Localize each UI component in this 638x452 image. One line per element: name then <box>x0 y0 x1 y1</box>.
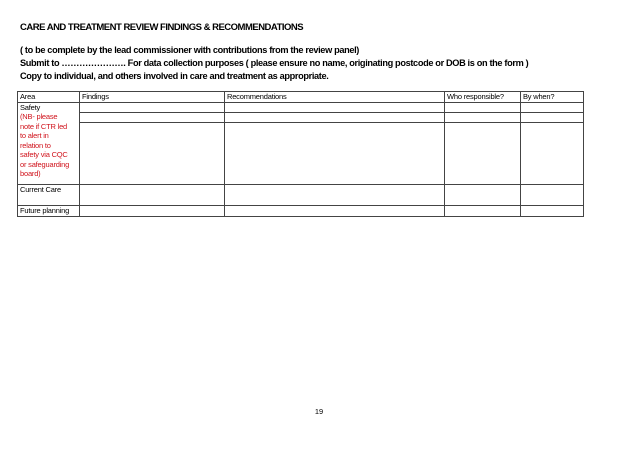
intro-line-1: ( to be complete by the lead commissioner with contributions from the review panel) <box>20 45 360 55</box>
by-when-cell[interactable] <box>521 205 584 216</box>
recommendations-cell[interactable] <box>225 112 445 122</box>
who-responsible-cell[interactable] <box>445 205 521 216</box>
intro-line-2: Submit to …………………. For data collection purposes ( please ensure no name, originating postcode or DOB is on the form ) <box>20 58 529 68</box>
table-row-safety <box>18 102 584 112</box>
recommendations-cell[interactable] <box>225 184 445 205</box>
recommendations-cell[interactable] <box>225 205 445 216</box>
safety-note <box>20 112 77 179</box>
table-header-row <box>18 92 584 103</box>
by-when-cell[interactable] <box>521 184 584 205</box>
findings-cell[interactable] <box>80 184 225 205</box>
findings-cell[interactable] <box>80 102 225 112</box>
header-findings: Findings <box>80 92 225 103</box>
safety-note-line: to alert in <box>20 131 49 140</box>
findings-cell[interactable] <box>80 205 225 216</box>
safety-note-line: safety via CQC <box>20 150 68 159</box>
review-table <box>17 91 584 217</box>
page-heading: CARE AND TREATMENT REVIEW FINDINGS & RECOMMENDATIONS <box>20 22 304 33</box>
header-by-when: By when? <box>521 92 584 103</box>
safety-note-line: or safeguarding <box>20 159 70 169</box>
safety-area-cell <box>18 102 80 184</box>
safety-note-line: (NB- please <box>20 112 58 121</box>
future-planning-label: Future planning <box>18 205 80 216</box>
recommendations-cell[interactable] <box>225 102 445 112</box>
who-responsible-cell[interactable] <box>445 102 521 112</box>
header-area: Area <box>18 92 80 103</box>
by-when-cell[interactable] <box>521 112 584 122</box>
who-responsible-cell[interactable] <box>445 122 521 184</box>
findings-cell[interactable] <box>80 122 225 184</box>
safety-note-line: relation to <box>20 140 51 150</box>
recommendations-cell[interactable] <box>225 122 445 184</box>
table-row-safety-2 <box>18 112 584 122</box>
safety-label: Safety <box>20 102 41 112</box>
header-recommendations: Recommendations <box>225 92 445 103</box>
header-who-responsible: Who responsible? <box>445 92 521 103</box>
by-when-cell[interactable] <box>521 102 584 112</box>
intro-text <box>20 44 528 83</box>
who-responsible-cell[interactable] <box>445 112 521 122</box>
safety-note-line: note if CTR led <box>20 121 68 131</box>
findings-cell[interactable] <box>80 112 225 122</box>
who-responsible-cell[interactable] <box>445 184 521 205</box>
page-number: 19 <box>314 407 324 416</box>
by-when-cell[interactable] <box>521 122 584 184</box>
intro-line-3: Copy to individual, and others involved in care and treatment as appropriate. <box>20 71 329 81</box>
current-care-label: Current Care <box>18 184 80 205</box>
safety-note-line: board) <box>20 169 41 178</box>
table-row-current-care <box>18 184 584 205</box>
table-row-future-planning <box>18 205 584 216</box>
table-row-safety-3 <box>18 122 584 184</box>
